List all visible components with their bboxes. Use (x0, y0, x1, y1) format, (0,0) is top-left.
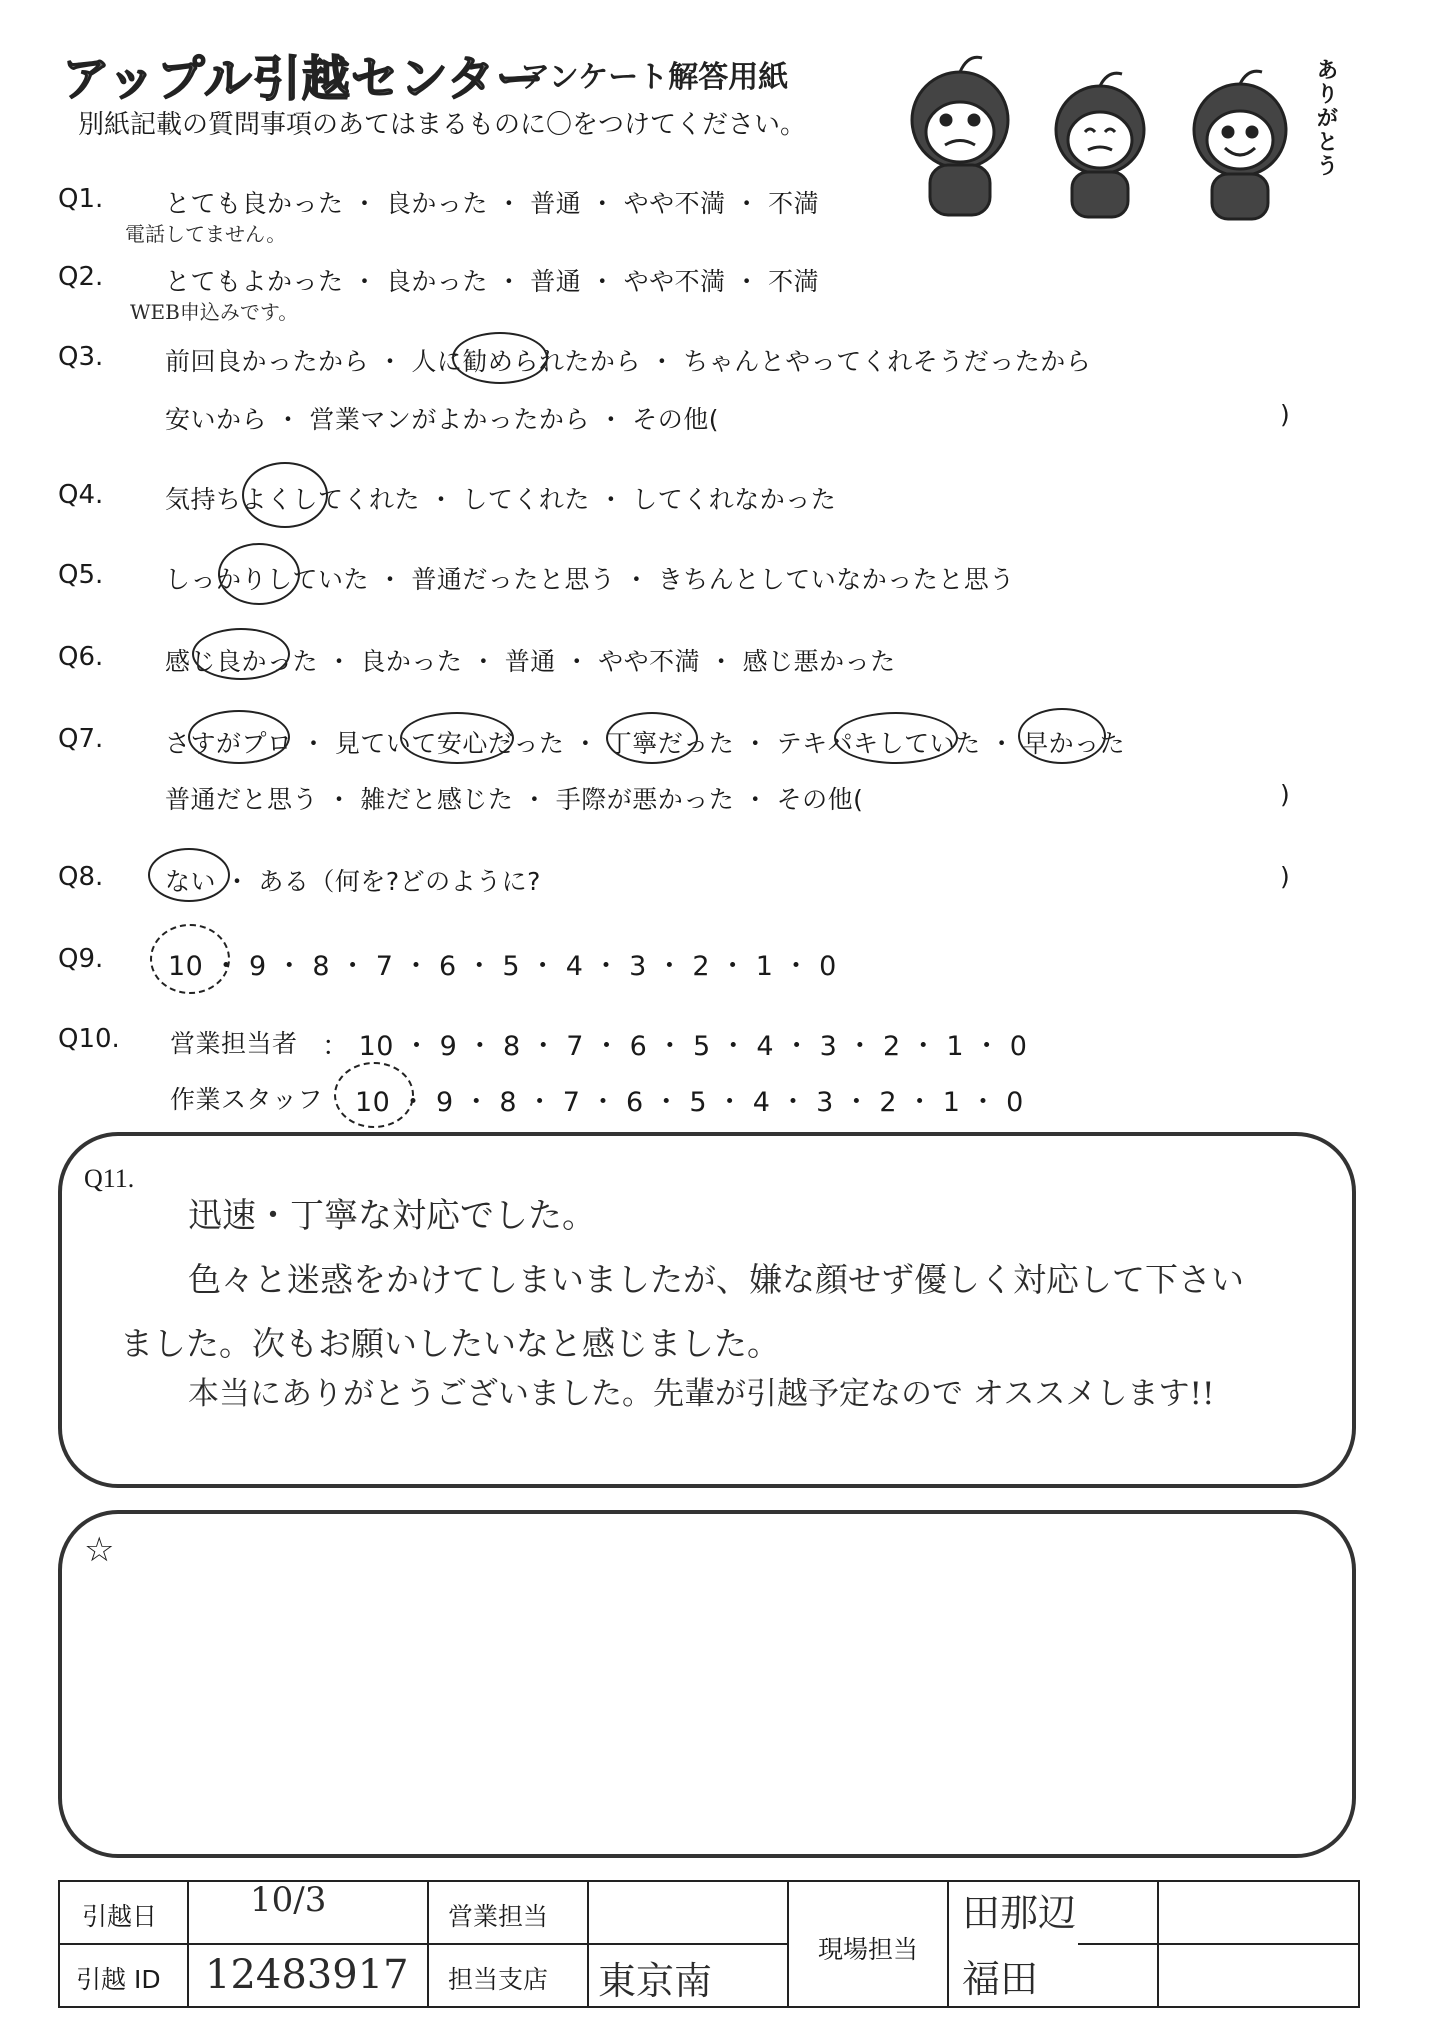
q6-selection-circle (192, 628, 290, 680)
q3-paren-close: ) (1280, 400, 1290, 429)
q9-scale: 10 ・ 9 ・ 8 ・ 7 ・ 6 ・ 5 ・ 4 ・ 3 ・ 2 ・ 1 ・ 0 (168, 951, 837, 982)
sales-rep-label: 営業担当 (448, 1902, 549, 1931)
q8-label: Q8. (58, 862, 104, 892)
q7-selection-circle-anshin (400, 712, 514, 764)
q7-options: さすがプロ ・ 見ていて安心だった ・ 丁寧だった ・ テキパキしていた ・ 早かった (165, 729, 1126, 758)
q10-sales-scale: ： 10 ・ 9 ・ 8 ・ 7 ・ 6 ・ 5 ・ 4 ・ 3 ・ 2 ・ 1 ・ 0 (322, 1031, 1028, 1062)
q7-selection-circle-teinei (606, 712, 698, 764)
q5-options: しっかりしていた ・ 普通だったと思う ・ きちんとしていなかったと思う (165, 565, 1015, 594)
q7-selection-circle-tekipaki (834, 712, 958, 764)
q9-selection-flower (150, 924, 230, 994)
q10-sales-label: 営業担当者 (170, 1029, 298, 1058)
q4-label: Q4. (58, 480, 104, 510)
star-icon: ☆ (84, 1530, 115, 1570)
site-staff-label: 現場担当 (818, 1935, 919, 1964)
q7-paren-close: ) (1280, 780, 1290, 809)
q7-label: Q7. (58, 724, 104, 754)
q3-options: 前回良かったから ・ 人に勧められたから ・ ちゃんとやってくれそうだったから (165, 347, 1092, 376)
q11-line-2: 色々と迷惑をかけてしまいましたが、嫌な顔せず優しく対応して下さい (188, 1260, 1244, 1299)
site-staff-value-2: 福田 (962, 1957, 1039, 2001)
q3-selection-circle (452, 332, 548, 384)
move-date-value: 10/3 (250, 1880, 327, 1920)
q8-selection-circle (148, 848, 230, 902)
monkey-crying-icon (1056, 73, 1144, 217)
q3-label: Q3. (58, 342, 104, 372)
q11-line-3: ました。次もお願いしたいなと感じました。 (120, 1324, 780, 1363)
q3-options-line2: 安いから ・ 営業マンがよかったから ・ その他( (165, 405, 720, 434)
star-comment-box (58, 1510, 1356, 1858)
q11-label: Q11. (84, 1164, 135, 1193)
q7-selection-circle-pro (188, 710, 290, 764)
q7-selection-circle-hayakatta (1018, 708, 1106, 764)
q11-comment-box (58, 1132, 1356, 1488)
q11-line-4: 本当にありがとうございました。先輩が引越予定なので オススメします!! (188, 1376, 1215, 1412)
q11-line-1: 迅速・丁寧な対応でした。 (188, 1196, 596, 1236)
q2-options: とてもよかった ・ 良かった ・ 普通 ・ やや不満 ・ 不満 (165, 267, 820, 296)
q10-label: Q10. (58, 1024, 120, 1054)
monkey-mascots-illustration (890, 40, 1340, 225)
q2-handwritten-note: WEB申込みです。 (130, 300, 299, 324)
q8-paren-close: ) (1280, 862, 1290, 891)
q10-staff-scale: 10 ・ 9 ・ 8 ・ 7 ・ 6 ・ 5 ・ 4 ・ 3 ・ 2 ・ 1 ・ 0 (355, 1087, 1024, 1118)
form-instructions: 別紙記載の質問事項のあてはまるものに〇をつけてください。 (78, 110, 807, 140)
branch-value: 東京南 (598, 1959, 713, 2003)
move-id-label: 引越 ID (76, 1965, 161, 1994)
q9-label: Q9. (58, 944, 104, 974)
form-title: アップル引越センター (62, 51, 545, 107)
monkey-angry-icon (912, 57, 1008, 215)
q1-options: とても良かった ・ 良かった ・ 普通 ・ やや不満 ・ 不満 (165, 189, 820, 218)
q4-selection-circle (242, 462, 328, 528)
q5-label: Q5. (58, 560, 104, 590)
q4-options: 気持ちよくしてくれた ・ してくれた ・ してくれなかった (165, 485, 837, 514)
q5-selection-circle (218, 543, 300, 605)
q10-staff-label: 作業スタッフ (170, 1085, 324, 1114)
branch-label: 担当支店 (448, 1965, 549, 1994)
move-date-label: 引越日 (82, 1902, 158, 1931)
q8-options: ない ・ ある（何を?どのように? (165, 867, 541, 896)
q6-options: 感じ良かった ・ 良かった ・ 普通 ・ やや不満 ・ 感じ悪かった (165, 647, 896, 676)
move-id-value: 12483917 (205, 1952, 409, 1998)
q10-staff-selection-flower (334, 1062, 414, 1128)
q2-label: Q2. (58, 262, 104, 292)
q1-label: Q1. (58, 184, 104, 214)
thank-you-caption: ありがとう (1313, 58, 1338, 178)
monkey-happy-icon (1194, 71, 1286, 219)
form-subtitle: アンケート解答用紙 (520, 60, 789, 95)
q1-handwritten-note: 電話してません。 (125, 222, 287, 246)
q7-options-line2: 普通だと思う ・ 雑だと感じた ・ 手際が悪かった ・ その他( (165, 785, 864, 814)
q6-label: Q6. (58, 642, 104, 672)
site-staff-value-1: 田那辺 (962, 1891, 1077, 1935)
